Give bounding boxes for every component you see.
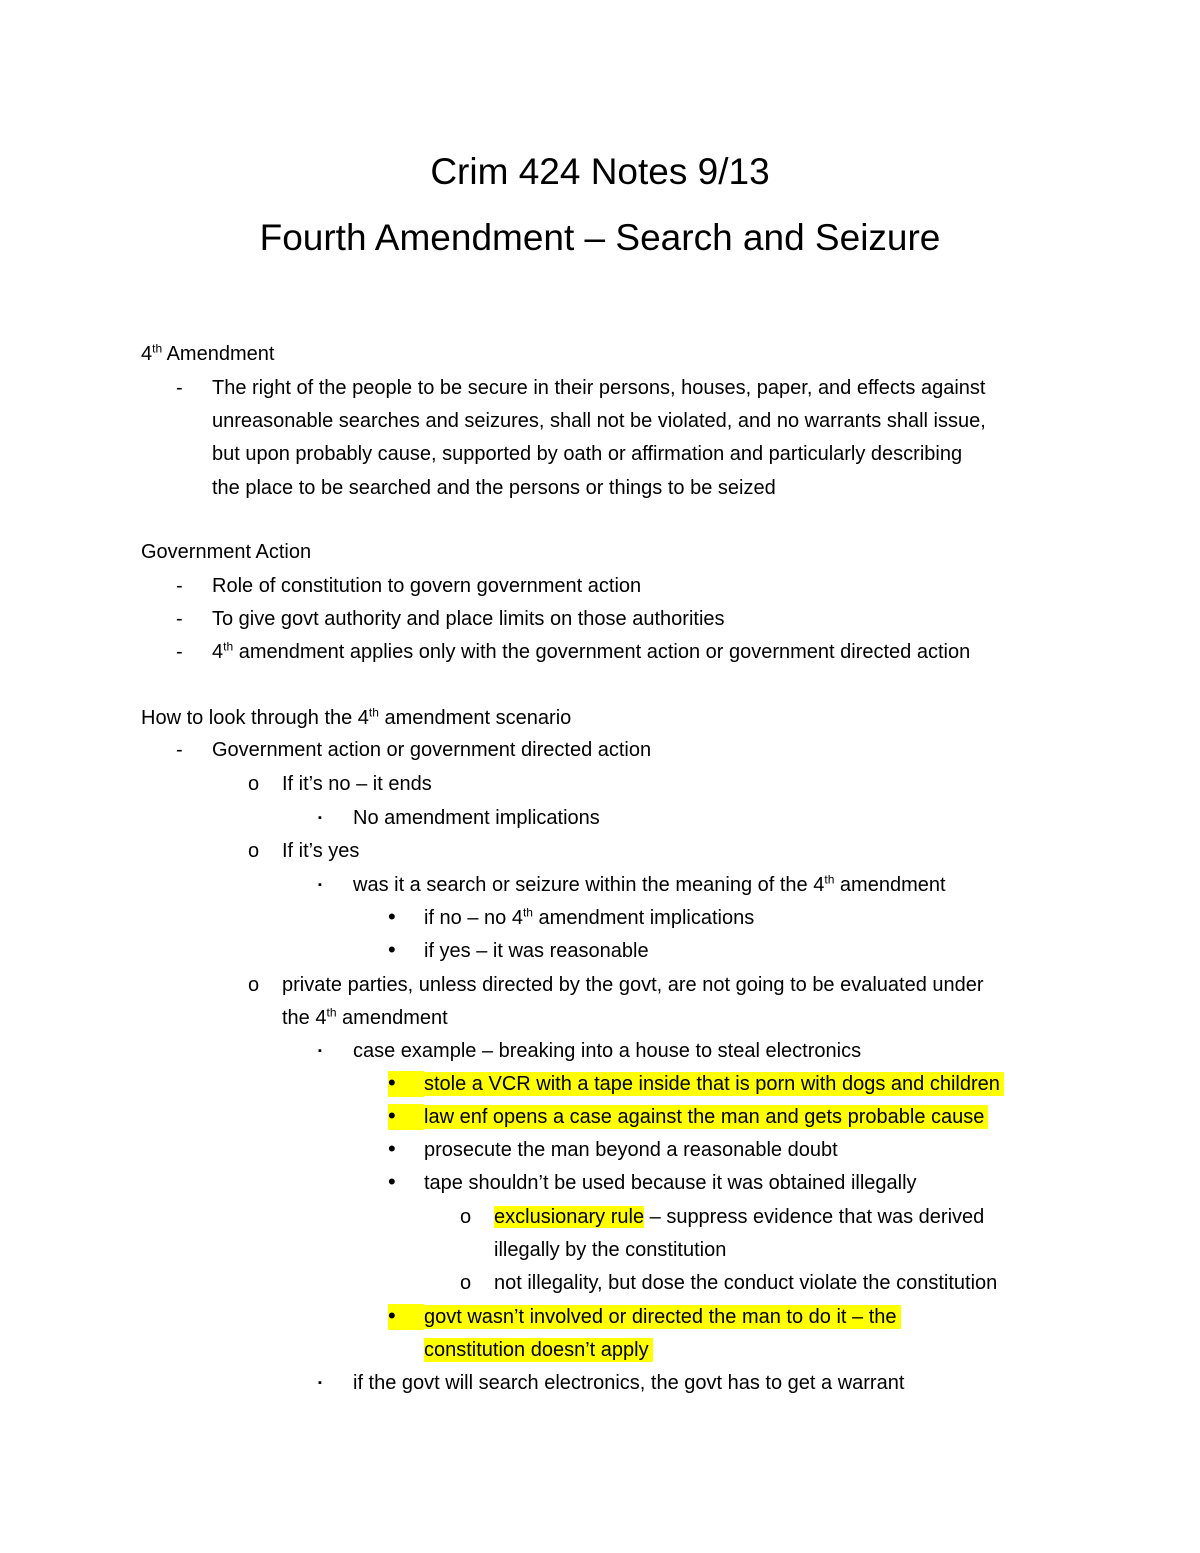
list-item: private parties, unless directed by the govt, are not going to be evaluated under: [282, 974, 984, 996]
highlighted-term: exclusionary rule: [494, 1206, 645, 1228]
list-item: if the govt will search electronics, the govt has to get a warrant: [353, 1372, 905, 1394]
list-item-continuation: illegally by the constitution: [494, 1239, 727, 1261]
square-marker: ▪: [318, 812, 322, 824]
square-marker: ▪: [318, 1045, 322, 1057]
bullet-marker: •: [388, 937, 396, 962]
section-heading-government-action: Government Action: [141, 541, 312, 563]
list-item: case example – breaking into a house to steal electronics: [353, 1040, 862, 1062]
list-item: was it a search or seizure within the meaning of the 4th amendment: [353, 872, 946, 896]
highlighted-list-item-continuation: constitution doesn’t apply: [424, 1338, 653, 1362]
list-item: if yes – it was reasonable: [424, 940, 649, 962]
list-item: not illegality, but dose the conduct violate the constitution: [494, 1272, 998, 1294]
list-item: If it’s no – it ends: [282, 773, 432, 795]
circle-marker: o: [248, 840, 260, 862]
highlighted-list-item: govt wasn’t involved or directed the man to do it – the: [424, 1305, 901, 1329]
highlighted-list-item: stole a VCR with a tape inside that is porn with dogs and children: [424, 1072, 1004, 1096]
amendment-text-line: The right of the people to be secure in their persons, houses, paper, and effects against: [212, 377, 986, 399]
list-item: exclusionary rule – suppress evidence that was derived: [494, 1206, 985, 1228]
list-item: 4th amendment applies only with the government action or government directed action: [212, 639, 971, 663]
highlighted-list-item: law enf opens a case against the man and gets probable cause: [424, 1105, 988, 1129]
dash-marker: -: [176, 641, 183, 663]
list-item: if no – no 4th amendment implications: [424, 905, 755, 929]
bullet-marker: •: [388, 1136, 396, 1161]
amendment-text-line: the place to be searched and the persons or things to be seized: [212, 477, 776, 499]
document-title: Crim 424 Notes 9/13: [430, 151, 770, 192]
document-subtitle: Fourth Amendment – Search and Seizure: [259, 217, 941, 258]
circle-marker: o: [460, 1272, 472, 1294]
dash-marker: -: [176, 608, 183, 630]
bullet-marker: •: [388, 1304, 424, 1330]
bullet-marker: •: [388, 1071, 424, 1097]
list-item: tape shouldn’t be used because it was obtained illegally: [424, 1172, 917, 1194]
circle-marker: o: [248, 773, 260, 795]
list-item: Government action or government directed action: [212, 739, 652, 761]
dash-marker: -: [176, 377, 183, 399]
circle-marker: o: [248, 974, 260, 996]
amendment-text-line: but upon probably cause, supported by oath or affirmation and particularly describing: [212, 443, 963, 465]
bullet-marker: •: [388, 1169, 396, 1194]
section-heading-scenario: How to look through the 4th amendment scenario: [141, 705, 572, 729]
list-item-continuation: the 4th amendment: [282, 1005, 448, 1029]
square-marker: ▪: [318, 879, 322, 891]
section-heading-amendment: 4th Amendment: [141, 341, 275, 365]
bullet-marker: •: [388, 1104, 424, 1130]
amendment-text-line: unreasonable searches and seizures, shall not be violated, and no warrants shall issue,: [212, 410, 986, 432]
list-item: Role of constitution to govern government action: [212, 575, 642, 597]
square-marker: ▪: [318, 1377, 322, 1389]
dash-marker: -: [176, 575, 183, 597]
circle-marker: o: [460, 1206, 472, 1228]
list-item: prosecute the man beyond a reasonable doubt: [424, 1139, 838, 1161]
dash-marker: -: [176, 739, 183, 761]
list-item: If it’s yes: [282, 840, 360, 862]
list-item: To give govt authority and place limits on those authorities: [212, 608, 725, 630]
bullet-marker: •: [388, 904, 396, 929]
list-item: No amendment implications: [353, 807, 600, 829]
